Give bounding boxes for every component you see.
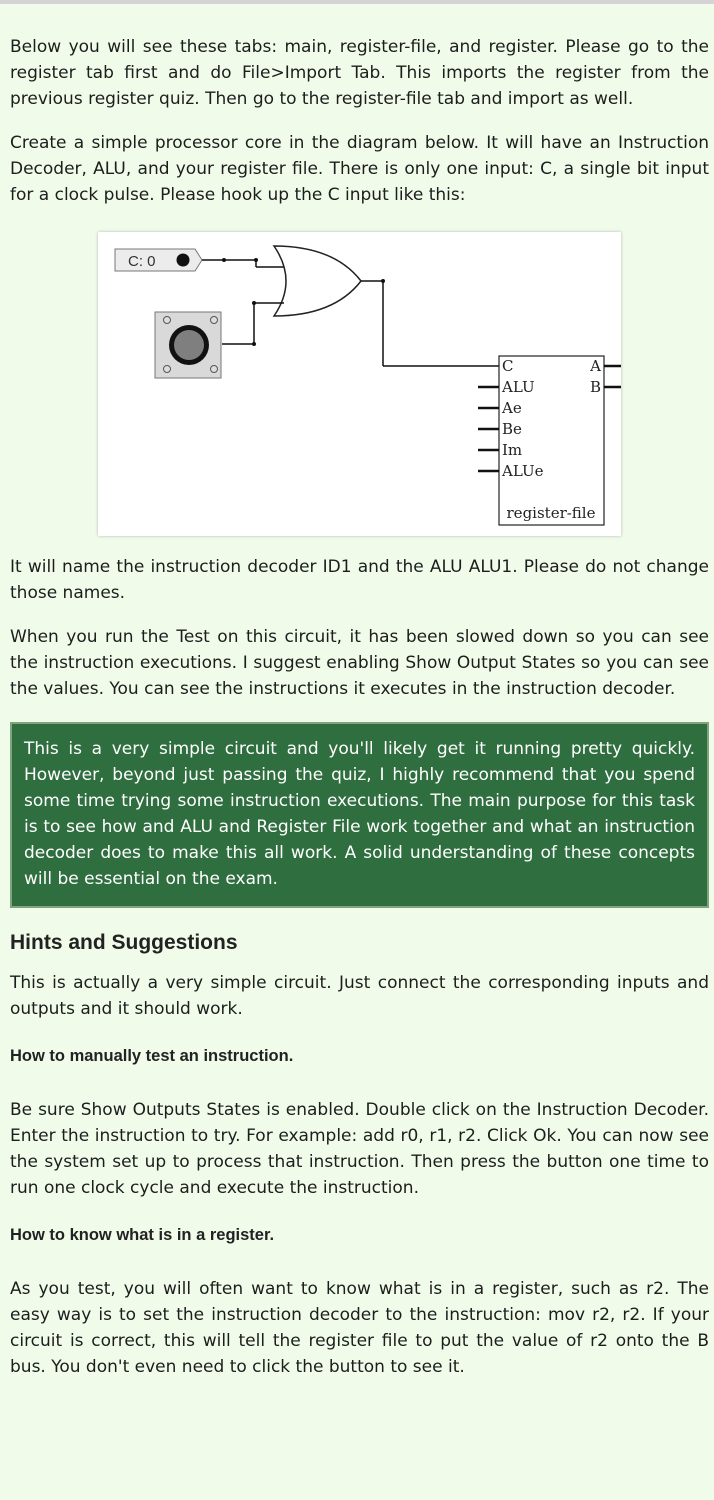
push-button[interactable] bbox=[155, 312, 221, 378]
circuit-diagram bbox=[98, 232, 621, 536]
register-file-input-alu: ALU bbox=[502, 378, 535, 396]
register-file-name: register-file bbox=[506, 504, 596, 522]
manual-test-paragraph: Be sure Show Outputs States is enabled. Double click on the Instruction Decoder. Enter the instruction to try. For example: add r0, r1, r2. Click Ok. You can now see the system set up to process that instruction. Then press the button one time to run one clock cycle and execute the instruction. bbox=[10, 1100, 709, 1198]
register-file-input-c: C bbox=[502, 357, 514, 375]
clock-input-state-dot bbox=[177, 254, 190, 267]
circuit-diagram-svg bbox=[98, 232, 621, 536]
register-file-output-a: A bbox=[590, 357, 601, 375]
intro-paragraph-tabs: Below you will see these tabs: main, register-file, and register. Please go to the register tab first and do File>Import Tab. This imports the register from the previous register quiz. Then go to the register-file tab and import as well. bbox=[10, 37, 709, 109]
register-file-input-be: Be bbox=[502, 420, 522, 438]
clock-input-label: C: 0 bbox=[128, 253, 156, 270]
hints-heading: Hints and Suggestions bbox=[10, 931, 238, 954]
register-contents-heading: How to know what is in a register. bbox=[10, 1226, 275, 1244]
naming-paragraph: It will name the instruction decoder ID1 and the ALU ALU1. Please do not change those names. bbox=[10, 557, 709, 603]
callout-text: This is a very simple circuit and you'll likely get it running pretty quickly. However, beyond just passing the quiz, I highly recommend that you spend some time trying some instruction executions. The main purpose for this task is to see how and ALU and Register File work together and what an instruction decoder does to make this all work. A solid understanding of these concepts will be essential on the exam. bbox=[24, 739, 695, 889]
register-file-output-b: B bbox=[589, 378, 601, 396]
page-content bbox=[0, 34, 714, 1380]
manual-test-heading: How to manually test an instruction. bbox=[10, 1047, 294, 1065]
hints-paragraph: This is actually a very simple circuit. Just connect the corresponding inputs and outputs and it should work. bbox=[10, 973, 709, 1019]
or-gate bbox=[274, 246, 361, 316]
intro-paragraph-create-core: Create a simple processor core in the diagram below. It will have an Instruction Decoder, ALU, and your register file. There is only one input: C, a single bit input for a clock pulse. Please hook up the C input like this: bbox=[10, 133, 709, 205]
recommendation-callout bbox=[10, 722, 709, 908]
register-file-input-alue: ALUe bbox=[502, 462, 544, 480]
register-contents-paragraph: As you test, you will often want to know what is in a register, such as r2. The easy way is to set the instruction decoder to the instruction: mov r2, r2. If your circuit is correct, this will tell the register file to put the value of r2 onto the B bus. You don't even need to click the button to see it. bbox=[10, 1279, 709, 1377]
clock-input-pin[interactable] bbox=[115, 249, 202, 271]
register-file-input-im: Im bbox=[502, 441, 523, 459]
run-test-paragraph: When you run the Test on this circuit, it has been slowed down so you can see the instruction executions. I suggest enabling Show Output States so you can see the values. You can see the instructions it executes in the instruction decoder. bbox=[10, 627, 709, 699]
register-file-input-ae: Ae bbox=[502, 399, 522, 417]
